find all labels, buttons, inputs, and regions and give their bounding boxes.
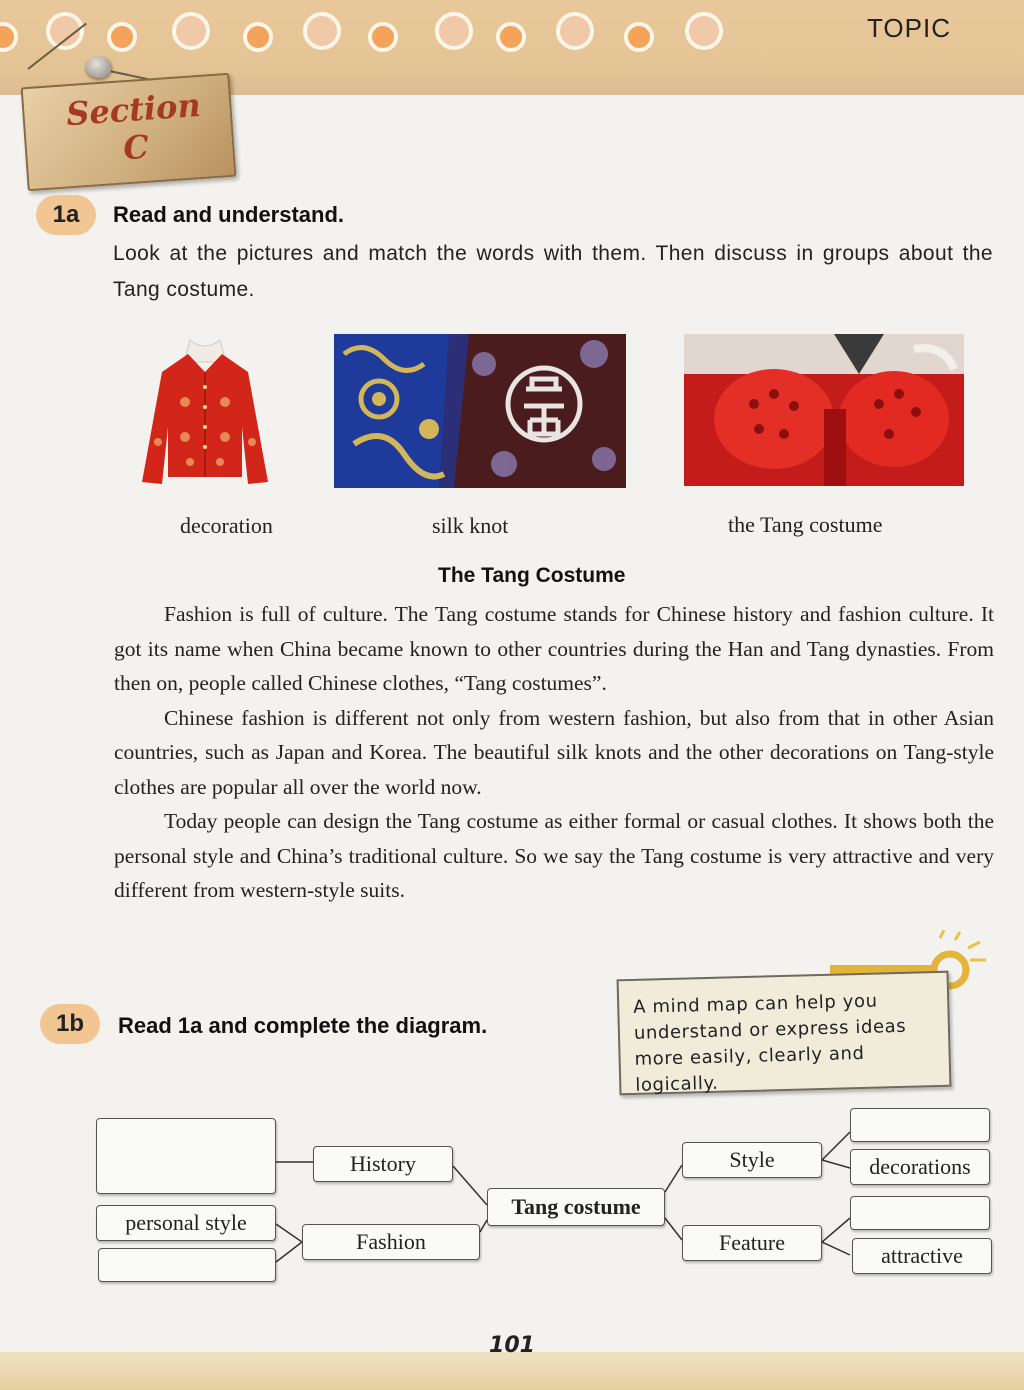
leaf-personal-style: personal style bbox=[96, 1205, 276, 1241]
center-node-tang-costume: Tang costume bbox=[487, 1188, 665, 1226]
section-sign-letter: C bbox=[122, 127, 151, 168]
reading-paragraph: Fashion is full of culture. The Tang costume stands for Chinese history and fashion culture. It got its name when China became known to other countries during the Han and Tang dynasties. From then on, people called Chinese clothes, “Tang costumes”. bbox=[114, 602, 994, 695]
reading-title: The Tang Costume bbox=[438, 564, 626, 587]
tip-text: A mind map can help you understand or express ideas more easily, clearly and logically. bbox=[633, 990, 907, 1096]
caption-silk-knot: silk knot bbox=[432, 513, 509, 538]
node-history: History bbox=[313, 1146, 453, 1182]
exercise-heading-1a: Read and understand. bbox=[113, 202, 345, 227]
blank-style-answer[interactable] bbox=[850, 1108, 990, 1142]
exercise-badge-1b: 1b bbox=[40, 1004, 100, 1044]
page-number: 101 bbox=[489, 1333, 535, 1358]
instruction-text: Look at the pictures and match the words with them. Then discuss in groups about the Tang costume. bbox=[113, 242, 993, 301]
blank-history-answer[interactable] bbox=[96, 1118, 276, 1194]
leaf-decorations: decorations bbox=[850, 1149, 990, 1185]
section-sign-word: Section bbox=[65, 85, 202, 134]
caption-tang-costume: the Tang costume bbox=[728, 512, 883, 537]
caption-decoration: decoration bbox=[180, 513, 273, 538]
exercise-badge-1a: 1a bbox=[36, 195, 96, 235]
node-feature: Feature bbox=[682, 1225, 822, 1261]
blank-fashion-answer[interactable] bbox=[98, 1248, 276, 1282]
topic-label: TOPIC bbox=[867, 13, 951, 43]
reading-paragraph: Chinese fashion is different not only from western fashion, but also from that in other Asian countries, such as Japan and Korea. The beautiful silk knots and the other decorations on Tang-style clothes are popular all over the world now. bbox=[114, 705, 994, 799]
leaf-attractive: attractive bbox=[852, 1238, 992, 1274]
node-style: Style bbox=[682, 1142, 822, 1178]
node-fashion: Fashion bbox=[302, 1224, 480, 1260]
reading-paragraph: Today people can design the Tang costume as either formal or casual clothes. It shows both the personal style and China’s traditional culture. So we say the Tang costume is very attractive and very different from western-style suits. bbox=[114, 809, 994, 902]
blank-feature-answer[interactable] bbox=[850, 1196, 990, 1230]
exercise-heading-1b: Read 1a and complete the diagram. bbox=[118, 1013, 488, 1038]
